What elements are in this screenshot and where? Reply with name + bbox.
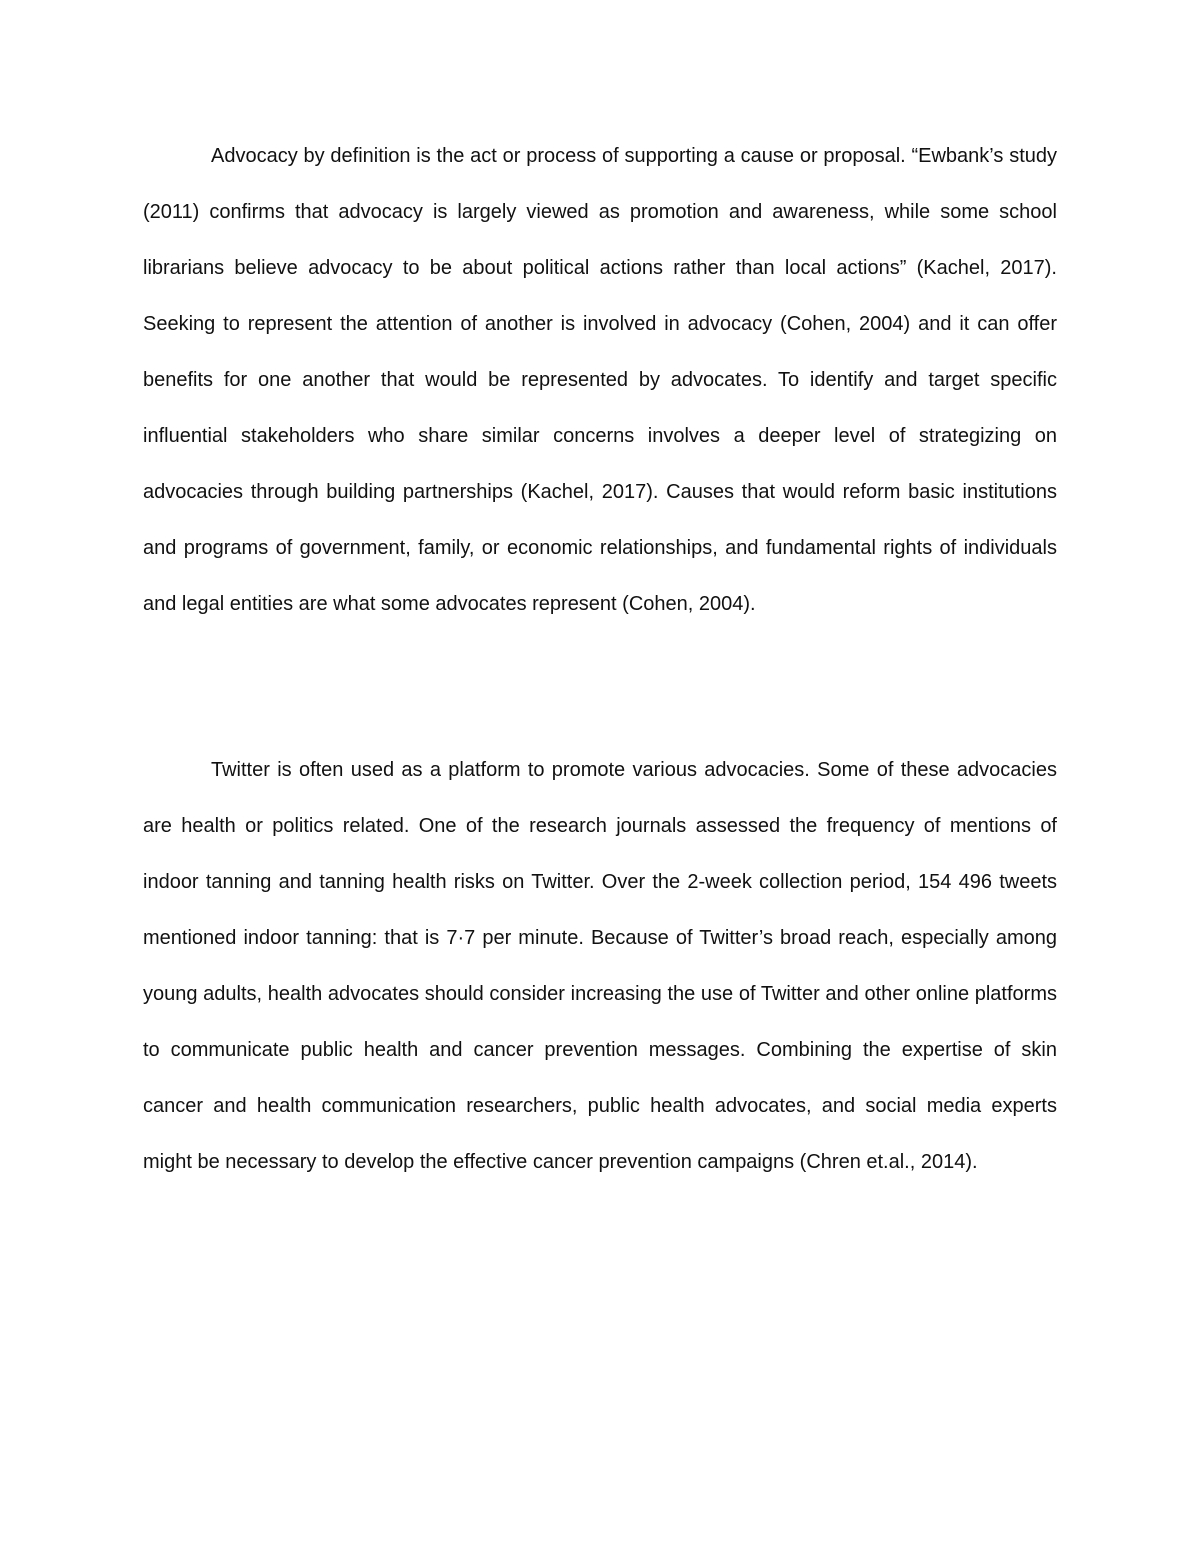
- paragraph-advocacy-definition: [143, 128, 1057, 632]
- paragraph-text: Twitter is often used as a platform to promote various advocacies. Some of these advocacies are health or politics related. One of the research journals assessed the frequency of mentions of indoor tanning and tanning health risks on Twitter. Over the 2-week collection period, 154 496 tweets mentioned indoor tanning: that is 7·7 per minute. Because of Twitter’s broad reach, especially among young adults, health advocates should consider increasing the use of Twitter and other online platforms to communicate public health and cancer prevention messages. Combining the expertise of skin cancer and health communication researchers, public health advocates, and social media experts might be necessary to develop the effective cancer prevention campaigns (Chren et.al., 2014).: [143, 759, 1057, 1173]
- paragraph-text: Advocacy by definition is the act or process of supporting a cause or proposal. “Ewbank’s study (2011) confirms that advocacy is largely viewed as promotion and awareness, while some school librarians believe advocacy to be about political actions rather than local actions” (Kachel, 2017). Seeking to represent the attention of another is involved in advocacy (Cohen, 2004) and it can offer benefits for one another that would be represented by advocates. To identify and target specific influential stakeholders who share similar concerns involves a deeper level of strategizing on advocacies through building partnerships (Kachel, 2017). Causes that would reform basic institutions and programs of government, family, or economic relationships, and fundamental rights of individuals and legal entities are what some advocates represent (Cohen, 2004).: [143, 145, 1057, 615]
- paragraph-twitter-advocacy: [143, 742, 1057, 1190]
